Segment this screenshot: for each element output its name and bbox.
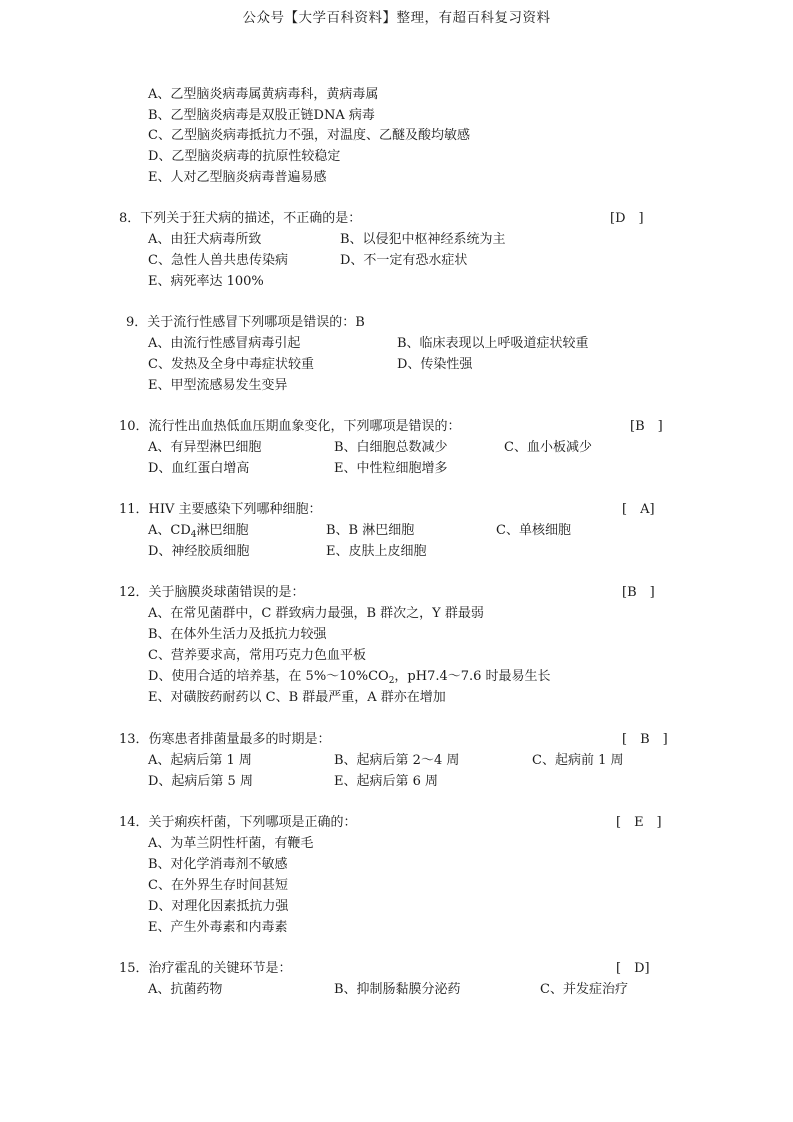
q11-option-e: E、皮肤上皮细胞 bbox=[326, 544, 427, 559]
q10-option-c: C、血小板减少 bbox=[504, 440, 592, 455]
q15-stem: 15．治疗霍乱的关键环节是： bbox=[119, 961, 292, 976]
q10-answer: [B ] bbox=[630, 419, 663, 434]
page-header: 公众号【大学百科资料】整理，有超百科复习资料 bbox=[242, 10, 551, 26]
q12-answer: [B ] bbox=[622, 585, 655, 600]
q14-option-e: E、产生外毒素和内毒素 bbox=[148, 920, 288, 935]
q10-option-a: A、有异型淋巴细胞 bbox=[148, 440, 262, 455]
q14-option-b: B、对化学消毒剂不敏感 bbox=[148, 857, 288, 872]
q8-stem: 8．下列关于狂犬病的描述，不正确的是： bbox=[119, 211, 362, 226]
q12-option-c: C、营养要求高，常用巧克力色血平板 bbox=[148, 648, 366, 663]
q13-option-a: A、起病后第 1 周 bbox=[148, 753, 252, 768]
q9-option-e: E、甲型流感易发生变异 bbox=[148, 378, 288, 393]
q8-option-d: D、不一定有恐水症状 bbox=[340, 253, 468, 268]
q10-option-d: D、血红蛋白增高 bbox=[148, 461, 250, 476]
q9-option-c: C、发热及全身中毒症状较重 bbox=[148, 357, 314, 372]
q9-option-d: D、传染性强 bbox=[397, 357, 473, 372]
q13-option-e: E、起病后第 6 周 bbox=[334, 774, 439, 789]
q14-option-a: A、为革兰阴性杆菌，有鞭毛 bbox=[148, 836, 314, 851]
q11-option-d: D、神经胶质细胞 bbox=[148, 544, 250, 559]
prev-option-b: B、乙型脑炎病毒是双股正链DNA 病毒 bbox=[148, 108, 375, 123]
prev-option-c: C、乙型脑炎病毒抵抗力不强，对温度、乙醚及酸均敏感 bbox=[148, 128, 470, 143]
q9-option-a: A、由流行性感冒病毒引起 bbox=[148, 336, 301, 351]
q8-option-e: E、病死率达 100% bbox=[148, 274, 264, 289]
q15-option-b: B、抑制肠黏膜分泌药 bbox=[334, 982, 461, 997]
q12-option-a: A、在常见菌群中，C 群致病力最强，B 群次之，Y 群最弱 bbox=[148, 606, 484, 621]
q13-stem: 13．伤寒患者排菌量最多的时期是： bbox=[119, 732, 331, 747]
q11-option-c: C、单核细胞 bbox=[496, 523, 571, 538]
q9-stem: 9．关于流行性感冒下列哪项是错误的：B bbox=[126, 315, 365, 330]
q13-option-d: D、起病后第 5 周 bbox=[148, 774, 253, 789]
q14-option-d: D、对理化因素抵抗力强 bbox=[148, 899, 289, 914]
q8-option-b: B、以侵犯中枢神经系统为主 bbox=[340, 232, 506, 247]
prev-option-e: E、人对乙型脑炎病毒普遍易感 bbox=[148, 170, 327, 185]
q11-option-a: A、$CD_4$淋巴细胞 bbox=[148, 523, 249, 540]
q12-option-b: B、在体外生活力及抵抗力较强 bbox=[148, 627, 327, 642]
q15-answer: [ D] bbox=[616, 961, 650, 976]
q14-stem: 14．关于痢疾杆菌，下列哪项是正确的： bbox=[119, 815, 357, 830]
q14-answer: [ E ] bbox=[616, 815, 662, 830]
prev-option-a: A、乙型脑炎病毒属黄病毒科，黄病毒属 bbox=[148, 87, 379, 102]
q14-option-c: C、在外界生存时间甚短 bbox=[148, 878, 288, 893]
q10-stem: 10．流行性出血热低血压期血象变化，下列哪项是错误的： bbox=[119, 419, 461, 434]
q13-option-c: C、起病前 1 周 bbox=[532, 753, 624, 768]
prev-option-d: D、乙型脑炎病毒的抗原性较稳定 bbox=[148, 149, 341, 164]
q15-option-a: A、抗菌药物 bbox=[148, 982, 223, 997]
q12-option-e: E、对磺胺药耐药以 C、B 群最严重，A 群亦在增加 bbox=[148, 690, 446, 705]
q13-answer: [ B ] bbox=[622, 732, 668, 747]
q8-answer: [D ] bbox=[610, 211, 644, 226]
q10-option-e: E、中性粒细胞增多 bbox=[334, 461, 448, 476]
q11-stem: 11．HIV 主要感染下列哪种细胞： bbox=[119, 502, 322, 517]
q13-option-b: B、起病后第 2～4 周 bbox=[334, 753, 460, 768]
q10-option-b: B、白细胞总数减少 bbox=[334, 440, 448, 455]
q12-option-d: D、使用合适的培养基，在 $5\%\sim 10\%CO_2$，pH7.4～7.6 时最易生长 bbox=[148, 669, 551, 686]
q8-option-a: A、由狂犬病毒所致 bbox=[148, 232, 262, 247]
q11-answer: [ A] bbox=[622, 502, 655, 517]
q15-option-c: C、并发症治疗 bbox=[540, 982, 628, 997]
q8-option-c: C、急性人兽共患传染病 bbox=[148, 253, 288, 268]
q11-option-b: B、B 淋巴细胞 bbox=[326, 523, 415, 538]
q12-stem: 12．关于脑膜炎球菌错误的是： bbox=[119, 585, 305, 600]
q9-option-b: B、临床表现以上呼吸道症状较重 bbox=[397, 336, 589, 351]
